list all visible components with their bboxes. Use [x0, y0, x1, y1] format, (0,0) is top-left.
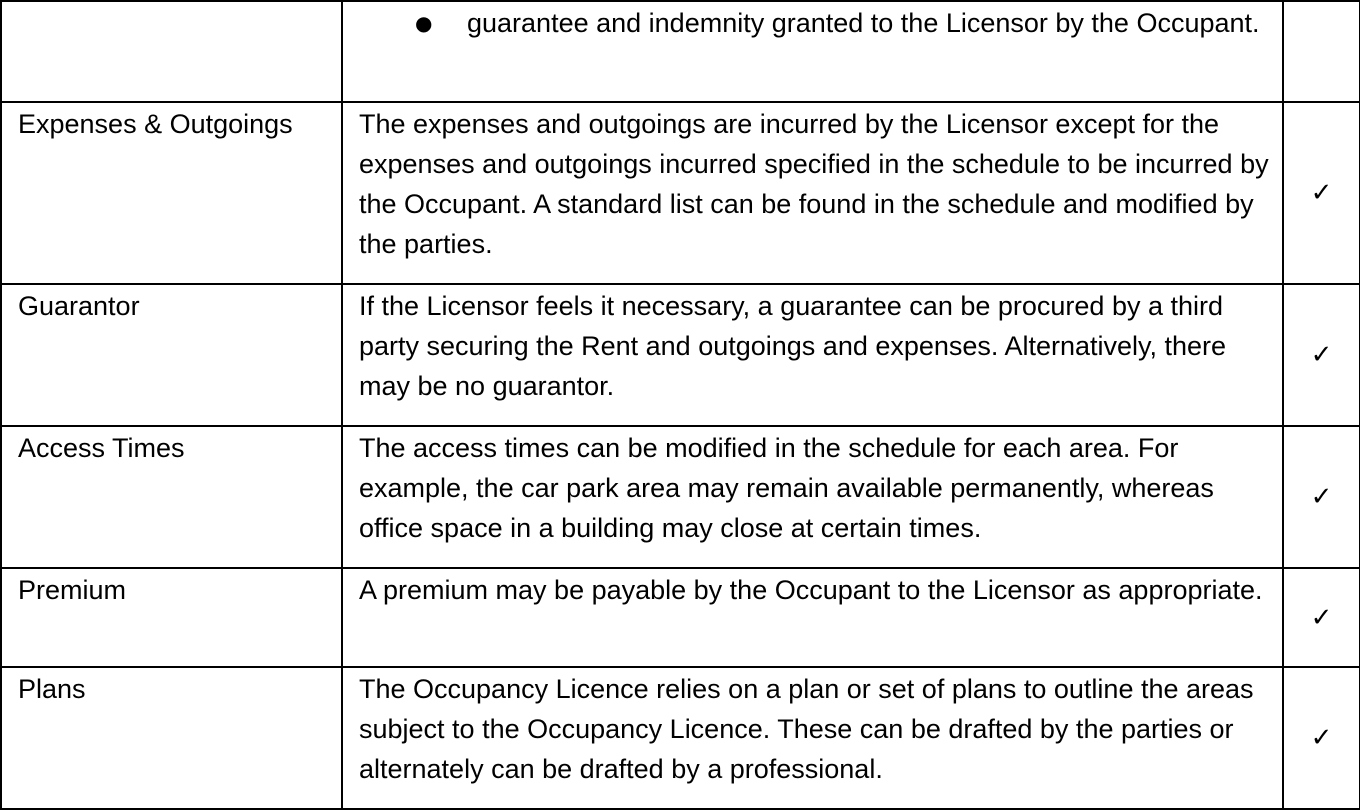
term-label: Plans [1, 667, 342, 809]
term-description: The expenses and outgoings are incurred by the Licensor except for the expenses and outgoings incurred specified in the schedule to be incurred by the Occupant. A standard list can be found in the schedule and modified by the parties. [342, 102, 1283, 284]
check-cell-empty [1283, 1, 1360, 102]
table-row [1, 568, 1360, 667]
term-label: Guarantor [1, 284, 342, 426]
label-cell-empty [1, 1, 342, 102]
table-row [1, 426, 1360, 568]
table-row [1, 667, 1360, 809]
checkmark-icon: ✓ [1283, 667, 1360, 809]
checkmark-icon: ✓ [1283, 568, 1360, 667]
checkmark-icon: ✓ [1283, 102, 1360, 284]
bullet-text: guarantee and indemnity granted to the Licensor by the Occupant. [467, 8, 1260, 38]
term-label: Access Times [1, 426, 342, 568]
bullet-list-item [359, 3, 1272, 43]
table-row-carry-over [1, 1, 1360, 102]
term-description: A premium may be payable by the Occupant to the Licensor as appropriate. [342, 568, 1283, 667]
term-description: If the Licensor feels it necessary, a guarantee can be procured by a third party securing the Rent and outgoings and expenses. Alternatively, there may be no guarantor. [342, 284, 1283, 426]
term-label: Premium [1, 568, 342, 667]
checkmark-icon: ✓ [1283, 284, 1360, 426]
bullet-icon: ● [415, 11, 433, 35]
checkmark-icon: ✓ [1283, 426, 1360, 568]
table-row [1, 284, 1360, 426]
term-description: The Occupancy Licence relies on a plan or set of plans to outline the areas subject to the Occupancy Licence. These can be drafted by the parties or alternately can be drafted by a professional. [342, 667, 1283, 809]
table-row [1, 102, 1360, 284]
term-label: Expenses & Outgoings [1, 102, 342, 284]
term-description: The access times can be modified in the schedule for each area. For example, the car park area may remain available permanently, whereas office space in a building may close at certain times. [342, 426, 1283, 568]
description-cell [342, 1, 1283, 102]
